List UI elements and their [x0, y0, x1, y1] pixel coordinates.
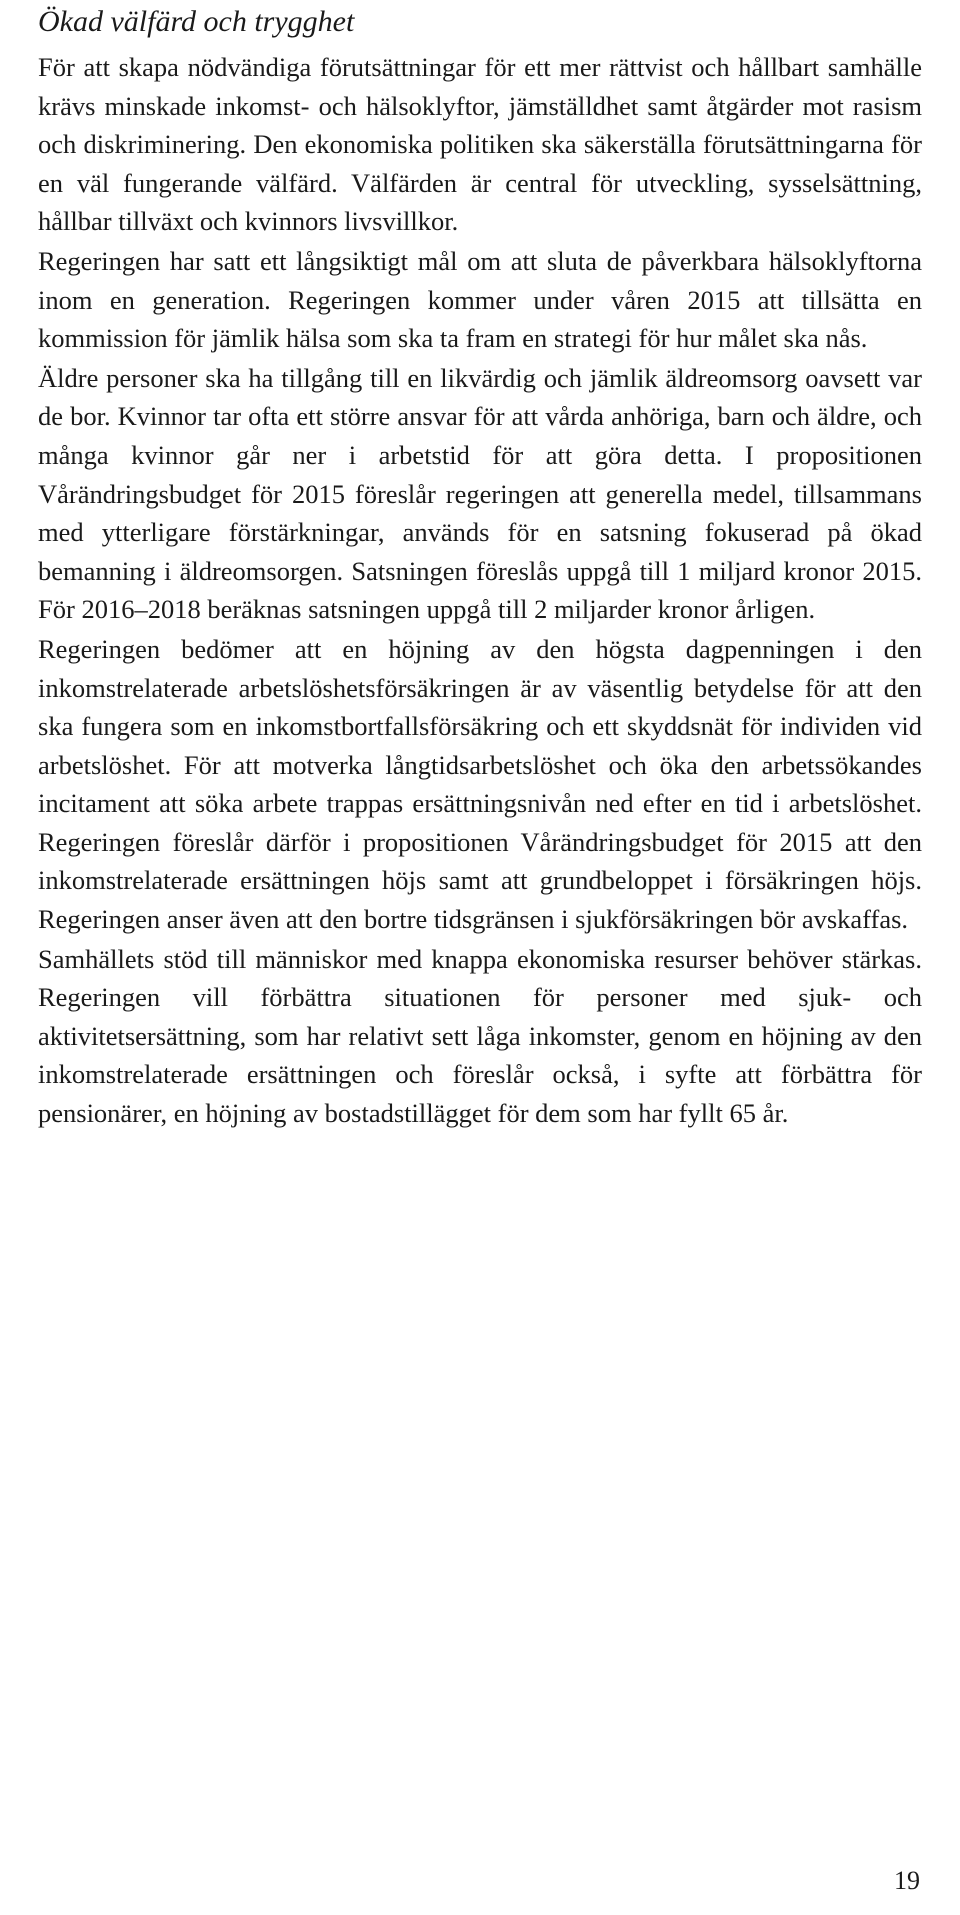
section-heading: Ökad välfärd och trygghet: [38, 5, 355, 38]
page-number: 19: [894, 1866, 920, 1895]
paragraph-5: Samhällets stöd till människor med knappa ekonomiska resurser behöver stärkas. Regeringen vill förbättra situationen för personer med sjuk- och aktivitetsersättning, som har relativt sett låga inkomster, genom en höjning av den inkomstrelaterade ersättningen och föreslår också, i syfte att förbättra för pensionärer, en höjning av bostadstillägget för dem som har fyllt 65 år.: [38, 943, 922, 1129]
paragraph-2: Regeringen har satt ett långsiktigt mål om att sluta de påverkbara hälsoklyftorna inom en generation. Regeringen kommer under våren 2015 att tillsätta en kommission för jämlik hälsa som ska ta fram en strategi för hur målet ska nås.: [38, 245, 922, 354]
paragraph-4: Regeringen bedömer att en höjning av den högsta dagpenningen i den inkomstrelaterade arbetslöshetsförsäkringen är av väsentlig betydelse för att den ska fungera som en inkomstbortfallsförsäkring och ett skyddsnät för individen vid arbetslöshet. För att motverka långtidsarbetslöshet och öka den arbetssökandes incitament att söka arbete trappas ersättningsnivån ned efter en tid i arbetslöshet. Regeringen föreslår därför i propositionen Vårändringsbudget för 2015 att den inkomstrelaterade ersättningen höjs samt att grundbeloppet i försäkringen höjs. Regeringen anser även att den bortre tidsgränsen i sjukförsäkringen bör avskaffas.: [38, 633, 922, 935]
document-page: [38, 2, 922, 1134]
paragraph-1: För att skapa nödvändiga förutsättningar för ett mer rättvist och hållbart samhälle krävs minskade inkomst- och hälsoklyftor, jämställdhet samt åtgärder mot rasism och diskriminering. Den ekonomiska politiken ska säkerställa förutsättningarna för en väl fungerande välfärd. Välfärden är central för utveckling, sysselsättning, hållbar tillväxt och kvinnors livsvillkor.: [38, 52, 922, 237]
paragraph-3: Äldre personer ska ha tillgång till en likvärdig och jämlik äldreomsorg oavsett var de bor. Kvinnor tar ofta ett större ansvar för att vårda anhöriga, barn och äldre, och många kvinnor går ner i arbetstid för att göra detta. I propositionen Vårändringsbudget för 2015 föreslår regeringen att generella medel, tillsammans med ytterligare förstärkningar, används för en satsning fokuserad på ökad bemanning i äldreomsorgen. Satsningen föreslås uppgå till 1 miljard kronor 2015. För 2016–2018 beräknas satsningen uppgå till 2 miljarder kronor årligen.: [38, 362, 922, 625]
